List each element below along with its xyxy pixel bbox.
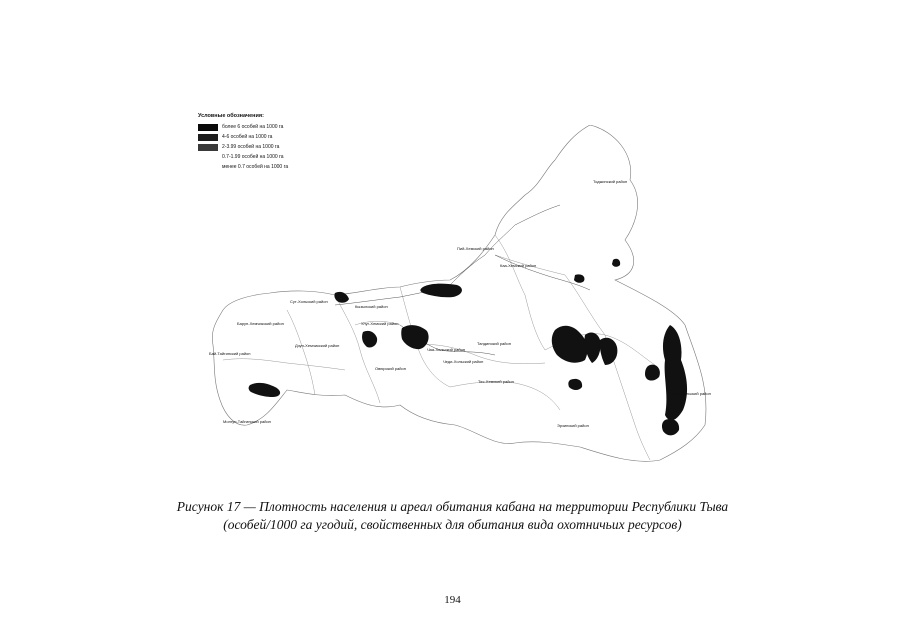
district-label: Каа-Хемский район [500, 263, 537, 268]
district-label: Тоджинский район [593, 179, 628, 184]
district-label: Кызылский район [355, 304, 388, 309]
district-label: Чеди-Хольский район [443, 359, 484, 364]
page-number: 194 [444, 594, 461, 606]
legend-label: менее 0.7 особей на 1000 га [222, 164, 289, 170]
district-label: Бай-Тайгинский район [209, 351, 251, 356]
legend-title: Условные обозначения: [198, 113, 264, 119]
rivers [335, 205, 590, 355]
district-label: Чаа-Хольский район [427, 347, 466, 352]
legend-label: 2-3.99 особей на 1000 га [222, 144, 280, 150]
district-labels [209, 179, 711, 428]
district-label: Пий-Хемский район [457, 246, 494, 251]
legend-label: более 6 особей на 1000 га [222, 124, 284, 130]
legend-label: 0.7-1.99 особей на 1000 га [222, 154, 284, 160]
district-label: Монгун-Тайгинский район [223, 419, 271, 424]
district-label: Барун-Хемчикский район [237, 321, 284, 326]
district-label: Сут-Хольский район [290, 299, 328, 304]
tuva-map [195, 125, 735, 470]
district-label: Дзун-Хемчикский район [295, 343, 340, 348]
district-label: Тандинский район [477, 341, 511, 346]
district-label: Тес-Хемский район [478, 379, 514, 384]
caption-line-1: Рисунок 17 — Плотность населения и ареал обитания кабана на территории Республики Тыва [176, 499, 729, 514]
district-label: Тере-Хольский район [671, 391, 711, 396]
district-label: Овюрский район [375, 366, 406, 371]
figure-caption [100, 498, 805, 534]
district-label: Улуг-Хемский район [361, 321, 399, 326]
caption-line-2: (особей/1000 га угодий, свойственных для обитания вида охотничьих ресурсов) [223, 517, 682, 532]
legend-label: 4-6 особей на 1000 га [222, 134, 273, 140]
district-label: Эрзинский район [557, 423, 589, 428]
